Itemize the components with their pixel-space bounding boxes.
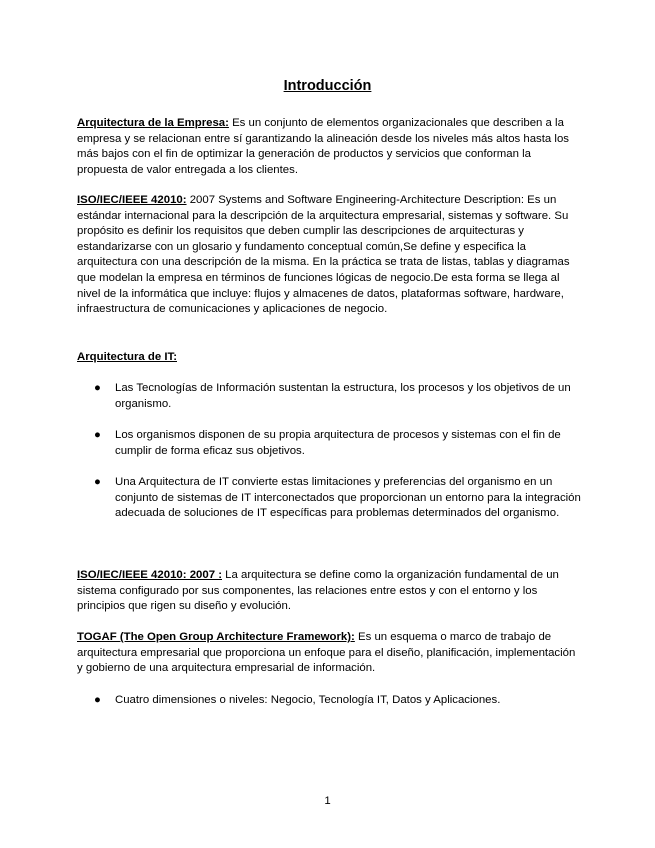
list-item-text: Cuatro dimensiones o niveles: Negocio, Tecnología IT, Datos y Aplicaciones. [115, 694, 501, 706]
page-number: 1 [324, 795, 331, 807]
definition-arquitectura-empresa: Es un conjunto de elementos organizacionales que describen a la empresa y se relacionan entre sí garantizando la alineación desde los niveles más altos hasta los más bajos con el fin de optimizar la generación de productos y servicios que conforman la propuesta de valor entregada a los clientes. [77, 117, 569, 176]
paragraph-arquitectura-empresa [77, 116, 581, 178]
list-item [94, 428, 581, 459]
paragraph-iso-42010-2007 [77, 568, 581, 615]
definition-iso-42010-2007: La arquitectura se define como la organización fundamental de un sistema configurado por sus componentes, las relaciones entre estos y con el entorno y los principios que rigen su diseño y evolución. [77, 569, 559, 613]
list-item [94, 475, 581, 522]
bullet-icon: ● [94, 429, 101, 441]
list-item [94, 381, 581, 412]
paragraph-togaf [77, 630, 581, 677]
bullet-icon: ● [94, 382, 101, 394]
paragraph-iso-42010 [77, 193, 581, 318]
list-item-text: Los organismos disponen de su propia arquitectura de procesos y sistemas con el fin de cumplir de forma eficaz sus objetivos. [115, 429, 561, 457]
list-item-text: Las Tecnologías de Información sustentan la estructura, los procesos y los objetivos de un organismo. [115, 382, 571, 410]
bullet-icon: ● [94, 694, 101, 706]
term-iso-42010: ISO/IEC/IEEE 42010: [77, 194, 187, 206]
list-item-text: Una Arquitectura de IT convierte estas limitaciones y preferencias del organismo en un conjunto de sistemas de IT interconectados que proporcionan un entorno para la integración adecuada de soluciones de IT específicas para problemas determinados del organismo. [115, 476, 581, 520]
definition-togaf: Es un esquema o marco de trabajo de arquitectura empresarial que proporciona un enfoque para el diseño, planificación, implementación y gobierno de una arquitectura empresarial de información. [77, 631, 576, 675]
section-heading-arquitectura-it: Arquitectura de IT: [77, 351, 177, 363]
bullet-icon: ● [94, 476, 101, 488]
list-item [94, 693, 581, 709]
term-togaf: TOGAF (The Open Group Architecture Framework): [77, 631, 355, 643]
definition-iso-42010: 2007 Systems and Software Engineering-Architecture Description: Es un estándar internacional para la descripción de la arquitectura empresarial, sistemas y software. Su propósito es definir los requisitos que deben cumplir las descripciones de arquitecturas y estandarizarse con un glosario y fundamento conceptual común,Se define y especifica la arquitectura con una descripción de la misma. En la práctica se trata de listas, tablas y diagramas que modelan la empresa en términos de funciones lógicas de negocio.De esta forma se llega al nivel de la informática que incluye: flujos y almacenes de datos, plataformas software, hardware, infraestructura de comunicaciones y aplicaciones de negocio. [77, 194, 570, 316]
page-title: Introducción [283, 78, 372, 94]
term-iso-42010-2007: ISO/IEC/IEEE 42010: 2007 : [77, 569, 222, 581]
term-arquitectura-empresa: Arquitectura de la Empresa: [77, 117, 229, 129]
